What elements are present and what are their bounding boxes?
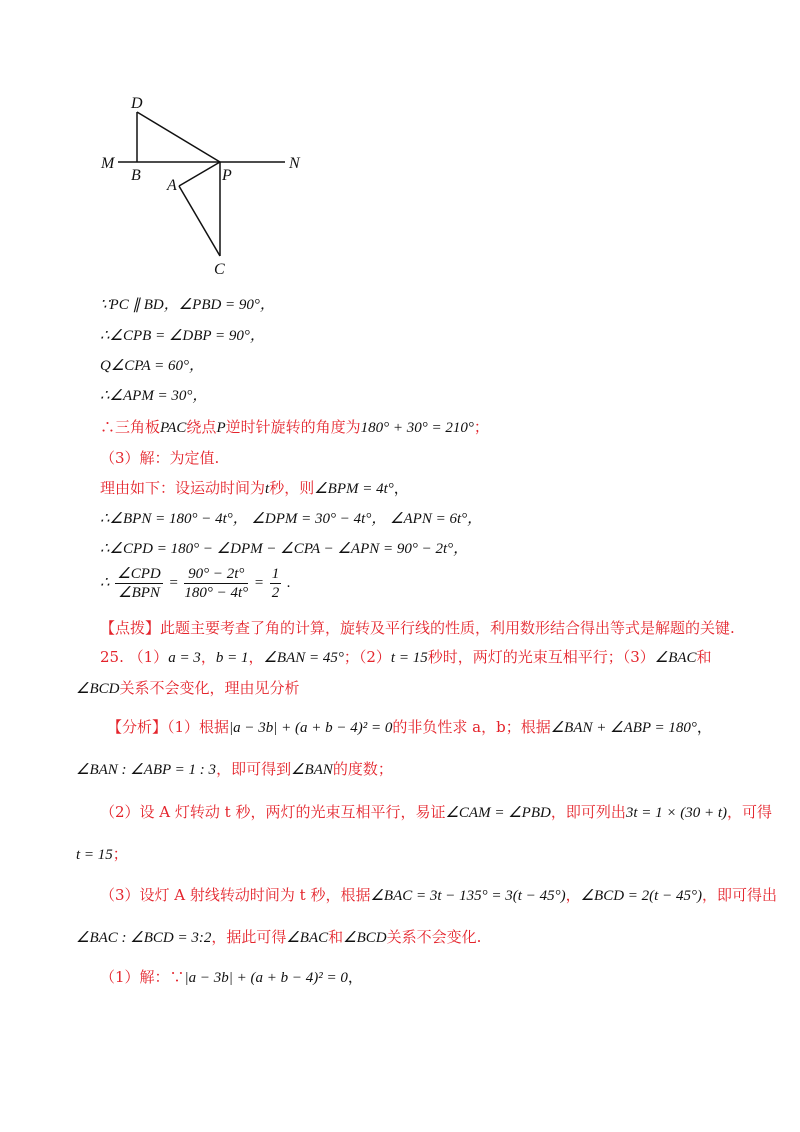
text-segment: 【分析】（1）根据 xyxy=(107,718,230,736)
text-segment: ， xyxy=(200,648,216,666)
label-m: M xyxy=(101,155,115,172)
segment-dp xyxy=(137,112,220,162)
math-abs-equation: |a − 3b| + (a + b − 4)² = 0 xyxy=(229,720,393,736)
text-segment: ；（2） xyxy=(343,648,391,666)
text-segment: ，即可得出 xyxy=(701,886,777,904)
math-b: b = 1 xyxy=(215,650,249,666)
text-segment: 秒，则 xyxy=(269,479,315,497)
numerator: 1 xyxy=(271,566,280,582)
text-segment: 的非负性求 a，b；根据 xyxy=(392,718,551,736)
proof-line-10 xyxy=(100,565,291,602)
text-segment: （2）设 A 灯转动 t 秒，两灯的光束互相平行，易证 xyxy=(100,803,446,821)
math-bcd: ∠BCD xyxy=(76,681,120,697)
text-segment: 和 xyxy=(328,928,344,946)
equals: = xyxy=(168,574,179,591)
text-segment: ，即可得到 xyxy=(216,760,292,778)
text-segment: ， xyxy=(347,968,363,986)
math-ban: ∠BAN = 45° xyxy=(263,650,344,666)
analysis-line-6 xyxy=(76,926,481,949)
text-segment: 理由如下：设运动时间为 xyxy=(100,479,266,497)
numerator: ∠CPD xyxy=(117,566,161,582)
math-ratio-32: ∠BAC : ∠BCD = 3:2 xyxy=(76,930,212,946)
denominator: ∠BPN xyxy=(118,585,160,601)
text-segment: 逆时针旋转的角度为 xyxy=(225,418,361,436)
tip-note: 【点拨】此题主要考查了角的计算，旋转及平行线的性质，利用数形结合得出等式是解题的关键. xyxy=(100,619,735,637)
math-t: t xyxy=(265,481,270,497)
text-segment: 秒时，两灯的光束互相平行；（3） xyxy=(427,648,655,666)
text-segment: 关系不会变化. xyxy=(386,928,482,946)
label-p: P xyxy=(222,167,232,184)
question-number: 25. xyxy=(100,648,124,666)
label-n: N xyxy=(289,155,300,172)
proof-line-4: ∴∠APM = 30°， xyxy=(100,388,208,404)
math-equation-t: 3t = 1 × (30 + t) xyxy=(625,805,728,821)
equals: = xyxy=(253,574,265,591)
text-segment: ∴三角板 xyxy=(100,418,161,436)
proof-line-3: Q∠CPA = 60°， xyxy=(100,358,205,374)
proof-line-8: ∴∠BPN = 180° − 4t°， ∠DPM = 30° − 4t°， ∠APN = 6t°， xyxy=(100,511,483,527)
math-a: a = 3 xyxy=(168,650,201,666)
math-t15: t = 15 xyxy=(76,847,113,863)
label-c: C xyxy=(214,261,225,278)
text-segment: ， xyxy=(248,648,264,666)
text-segment: 关系不会变化，理由见分析 xyxy=(119,679,300,697)
answer-25-line-1 xyxy=(100,646,712,669)
text-segment: ； xyxy=(112,845,128,863)
text-segment: （1）解：∵ xyxy=(100,968,185,986)
math-bac: ∠BAC xyxy=(286,930,329,946)
fraction-expr xyxy=(184,565,248,602)
text-segment: ； xyxy=(473,418,489,436)
analysis-line-5 xyxy=(100,884,777,907)
math-bac-expr: ∠BAC = 3t − 135° = 3(t − 45°) xyxy=(370,888,566,904)
proof-line-5 xyxy=(100,416,489,439)
fraction-half xyxy=(270,565,282,602)
label-a: A xyxy=(167,177,177,194)
text-segment: （1） xyxy=(128,648,169,666)
text-segment: ， xyxy=(565,886,581,904)
analysis-line-4 xyxy=(76,843,128,866)
geometry-figure xyxy=(95,90,325,285)
math-bpm: ∠BPM = 4t° xyxy=(314,481,394,497)
label-d: D xyxy=(131,95,143,112)
math-p: P xyxy=(216,420,226,436)
proof-line-9: ∴∠CPD = 180° − ∠DPM − ∠CPA − ∠APN = 90° − 2t°， xyxy=(100,541,469,557)
math-angle-210: 180° + 30° = 210° xyxy=(360,420,474,436)
math-angle-sum: ∠BAN + ∠ABP = 180° xyxy=(550,720,697,736)
analysis-line-1 xyxy=(107,716,712,739)
text-segment: ，据此可得 xyxy=(211,928,287,946)
numerator: 90° − 2t° xyxy=(184,565,248,584)
answer-25-line-2 xyxy=(76,677,299,700)
math-bcd: ∠BCD xyxy=(343,930,387,946)
proof-line-1: ∵PC ∥ BD，∠PBD = 90°， xyxy=(100,297,275,313)
text-segment: 绕点 xyxy=(186,418,217,436)
analysis-line-2 xyxy=(76,758,393,781)
math-cam-pbd: ∠CAM = ∠PBD xyxy=(445,805,551,821)
therefore-symbol: ∴ xyxy=(100,574,110,591)
analysis-line-3 xyxy=(100,801,772,824)
text-segment: ， xyxy=(393,479,409,497)
math-bcd-expr: ∠BCD = 2(t − 45°) xyxy=(580,888,702,904)
segment-ac xyxy=(179,186,220,256)
text-segment: ，即可列出 xyxy=(550,803,626,821)
math-ratio: ∠BAN : ∠ABP = 1 : 3 xyxy=(76,762,217,778)
text-segment: ， xyxy=(696,718,712,736)
fraction-cpd-bpn xyxy=(115,565,162,602)
label-b: B xyxy=(131,167,141,184)
text-segment: ，可得 xyxy=(727,803,773,821)
math-bac: ∠BAC xyxy=(654,650,697,666)
math-t15: t = 15 xyxy=(390,650,428,666)
solution-line-1 xyxy=(100,966,363,989)
proof-line-2: ∴∠CPB = ∠DBP = 90°， xyxy=(100,328,265,344)
math-abs-equation: |a − 3b| + (a + b − 4)² = 0 xyxy=(184,970,348,986)
proof-line-7 xyxy=(100,477,409,500)
segment-pa xyxy=(179,162,220,186)
text-segment: （3）设灯 A 射线转动时间为 t 秒，根据 xyxy=(100,886,371,904)
period: . xyxy=(287,574,291,591)
denominator: 2 xyxy=(271,585,280,601)
math-ban: ∠BAN xyxy=(291,762,333,778)
part3-heading: （3）解：为定值. xyxy=(100,449,220,467)
denominator: 180° − 4t° xyxy=(184,585,249,601)
text-segment: 的度数； xyxy=(332,760,393,778)
text-segment: 和 xyxy=(696,648,712,666)
math-pac: PAC xyxy=(160,420,187,436)
